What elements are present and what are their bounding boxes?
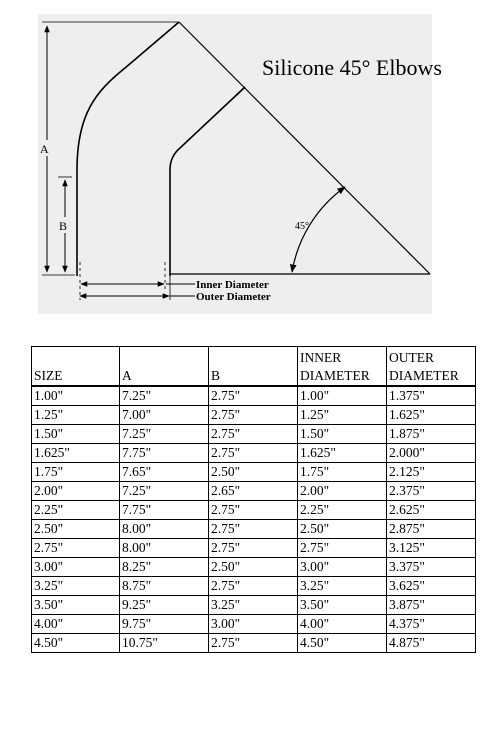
table-row [32, 406, 476, 425]
elbow-diagram [0, 0, 500, 330]
cell-b: 2.75" [209, 386, 298, 406]
cell-outer-diameter: 4.875" [387, 634, 476, 653]
cell-inner-diameter: 1.625" [298, 444, 387, 463]
cell-outer-diameter: 3.625" [387, 577, 476, 596]
cell-a: 7.25" [120, 425, 209, 444]
dimension-b-label: B [59, 219, 68, 233]
cell-size: 3.25" [32, 577, 120, 596]
cell-outer-diameter: 2.125" [387, 463, 476, 482]
cell-size: 1.50" [32, 425, 120, 444]
cell-a: 8.00" [120, 539, 209, 558]
cell-outer-diameter: 1.625" [387, 406, 476, 425]
cell-outer-diameter: 2.625" [387, 501, 476, 520]
cell-inner-diameter: 3.25" [298, 577, 387, 596]
table-row [32, 558, 476, 577]
cell-inner-diameter: 4.50" [298, 634, 387, 653]
cell-b: 2.50" [209, 558, 298, 577]
header-a: A [120, 347, 209, 387]
cell-inner-diameter: 3.50" [298, 596, 387, 615]
cell-size: 3.50" [32, 596, 120, 615]
cell-a: 8.75" [120, 577, 209, 596]
cell-inner-diameter: 4.00" [298, 615, 387, 634]
cell-b: 3.00" [209, 615, 298, 634]
cell-a: 8.25" [120, 558, 209, 577]
table-row [32, 615, 476, 634]
elbow-end-cut [237, 87, 245, 95]
cell-outer-diameter: 2.875" [387, 520, 476, 539]
cell-a: 7.25" [120, 386, 209, 406]
cell-inner-diameter: 1.25" [298, 406, 387, 425]
table-row [32, 520, 476, 539]
header-outer-diameter: OUTER DIAMETER [387, 347, 476, 387]
cell-a: 7.25" [120, 482, 209, 501]
cell-a: 7.00" [120, 406, 209, 425]
cell-size: 2.00" [32, 482, 120, 501]
cell-a: 8.00" [120, 520, 209, 539]
cell-a: 7.75" [120, 501, 209, 520]
table-row [32, 386, 476, 406]
cell-inner-diameter: 3.00" [298, 558, 387, 577]
cell-a: 7.65" [120, 463, 209, 482]
table-row [32, 634, 476, 653]
table-row [32, 577, 476, 596]
cell-inner-diameter: 2.75" [298, 539, 387, 558]
cell-size: 3.00" [32, 558, 120, 577]
cell-inner-diameter: 1.00" [298, 386, 387, 406]
cell-outer-diameter: 1.375" [387, 386, 476, 406]
cell-b: 2.75" [209, 406, 298, 425]
inner-diameter-label: Inner Diameter [196, 279, 269, 291]
cell-inner-diameter: 2.25" [298, 501, 387, 520]
diagram-title: Silicone 45° Elbows [262, 55, 442, 80]
table-body [32, 386, 476, 653]
cell-outer-diameter: 1.875" [387, 425, 476, 444]
table-row [32, 463, 476, 482]
cell-a: 9.25" [120, 596, 209, 615]
cell-outer-diameter: 2.000" [387, 444, 476, 463]
angle-label: 45° [295, 221, 309, 232]
cell-a: 10.75" [120, 634, 209, 653]
cell-inner-diameter: 1.50" [298, 425, 387, 444]
dimension-a-label: A [40, 142, 49, 156]
cell-size: 1.25" [32, 406, 120, 425]
cell-b: 2.75" [209, 520, 298, 539]
elbow-size-table [31, 346, 476, 653]
cell-b: 2.75" [209, 425, 298, 444]
cell-inner-diameter: 2.50" [298, 520, 387, 539]
cell-b: 2.75" [209, 539, 298, 558]
cell-b: 2.75" [209, 444, 298, 463]
cell-outer-diameter: 3.125" [387, 539, 476, 558]
cell-outer-diameter: 3.875" [387, 596, 476, 615]
cell-b: 2.65" [209, 482, 298, 501]
cell-b: 2.75" [209, 501, 298, 520]
cell-size: 2.75" [32, 539, 120, 558]
table-row [32, 596, 476, 615]
elbow-outer-wall [77, 22, 179, 276]
cell-b: 2.75" [209, 634, 298, 653]
cell-size: 4.50" [32, 634, 120, 653]
table-row [32, 501, 476, 520]
cell-a: 9.75" [120, 615, 209, 634]
table-row [32, 482, 476, 501]
cell-size: 1.75" [32, 463, 120, 482]
cell-size: 1.625" [32, 444, 120, 463]
cell-a: 7.75" [120, 444, 209, 463]
table-header-row [32, 347, 476, 387]
table-row [32, 425, 476, 444]
cell-b: 2.50" [209, 463, 298, 482]
cell-b: 3.25" [209, 596, 298, 615]
cell-size: 2.25" [32, 501, 120, 520]
cell-size: 1.00" [32, 386, 120, 406]
header-b: B [209, 347, 298, 387]
elbow-inner-wall [170, 87, 245, 276]
cell-outer-diameter: 4.375" [387, 615, 476, 634]
table-row [32, 444, 476, 463]
header-size: SIZE [32, 347, 120, 387]
table-row [32, 539, 476, 558]
cell-inner-diameter: 2.00" [298, 482, 387, 501]
cell-outer-diameter: 2.375" [387, 482, 476, 501]
cell-inner-diameter: 1.75" [298, 463, 387, 482]
cell-size: 4.00" [32, 615, 120, 634]
header-inner-diameter: INNER DIAMETER [298, 347, 387, 387]
cell-b: 2.75" [209, 577, 298, 596]
outer-diameter-label: Outer Diameter [196, 291, 271, 303]
cell-size: 2.50" [32, 520, 120, 539]
cell-outer-diameter: 3.375" [387, 558, 476, 577]
